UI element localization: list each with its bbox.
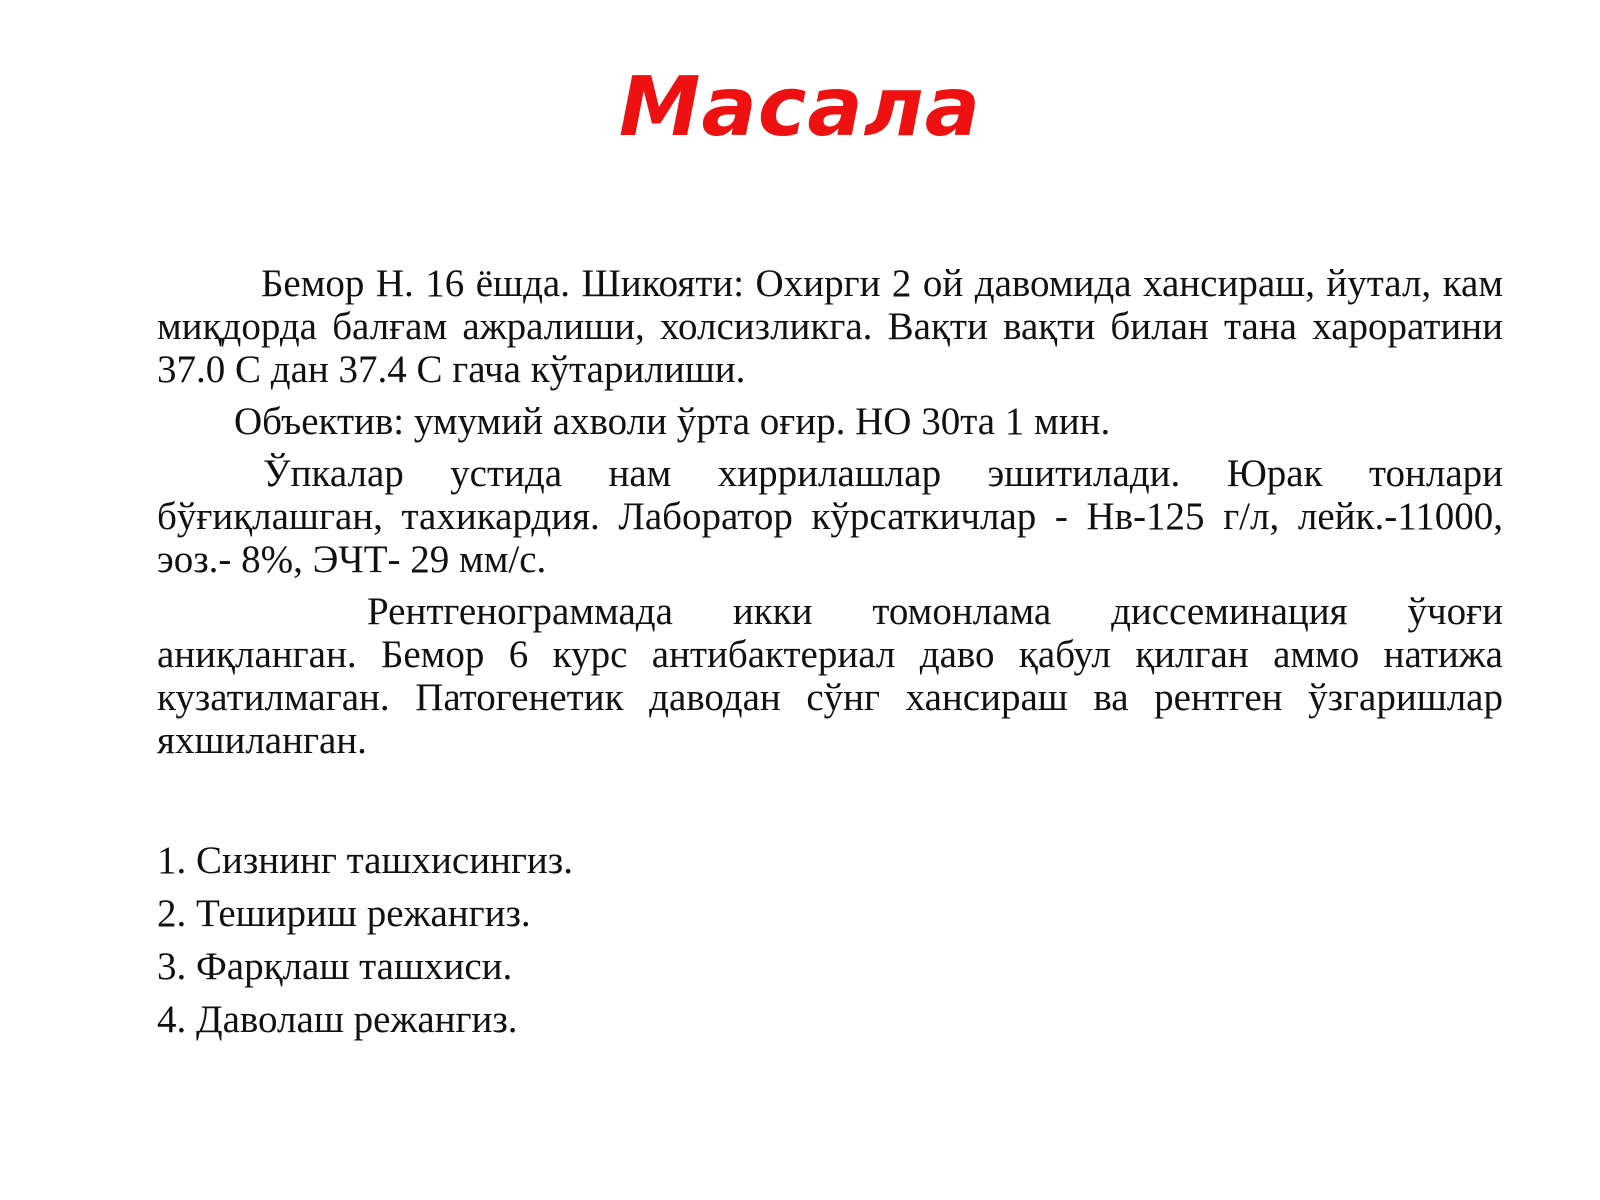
slide-title: Масала (618, 60, 982, 155)
question-item: 2. Тешириш режангиз. (157, 892, 531, 935)
objective-paragraph: Объектив: умумий ахволи ўрта оғир. НО 30та 1 мин. (234, 400, 1111, 443)
question-item: 3. Фарқлаш ташхиси. (157, 945, 513, 988)
examination-paragraph: Ўпкалар устида нам хиррилашлар эшитилади. Юрак тонлари бўғиқлашган, тахикардия. Лаборатор кўрсаткичлар - Нв-125 г/л, лейк.-11000, эоз.- 8%, ЭЧТ- 29 мм/с. (157, 452, 1503, 581)
question-item: 4. Даволаш режангиз. (157, 998, 518, 1041)
xray-paragraph: Рентгенограммада икки томонлама диссеминация ўчоғи аниқланган. Бемор 6 курс антибактериал даво қабул қилган аммо натижа кузатилмаган. Патогенетик даводан сўнг хансираш ва рентген ўзгаришлар яхшиланган. (157, 590, 1503, 762)
question-item: 1. Сизнинг ташхисингиз. (157, 839, 573, 882)
complaints-paragraph: Бемор Н. 16 ёшда. Шикояти: Охирги 2 ой давомида хансираш, йутал, кам миқдорда балғам ажралиши, холсизликга. Вақти вақти билан тана хароратини 37.0 С дан 37.4 С гача кўтарилиши. (157, 262, 1503, 391)
case-description (157, 262, 1503, 771)
question-list (157, 834, 1057, 1046)
